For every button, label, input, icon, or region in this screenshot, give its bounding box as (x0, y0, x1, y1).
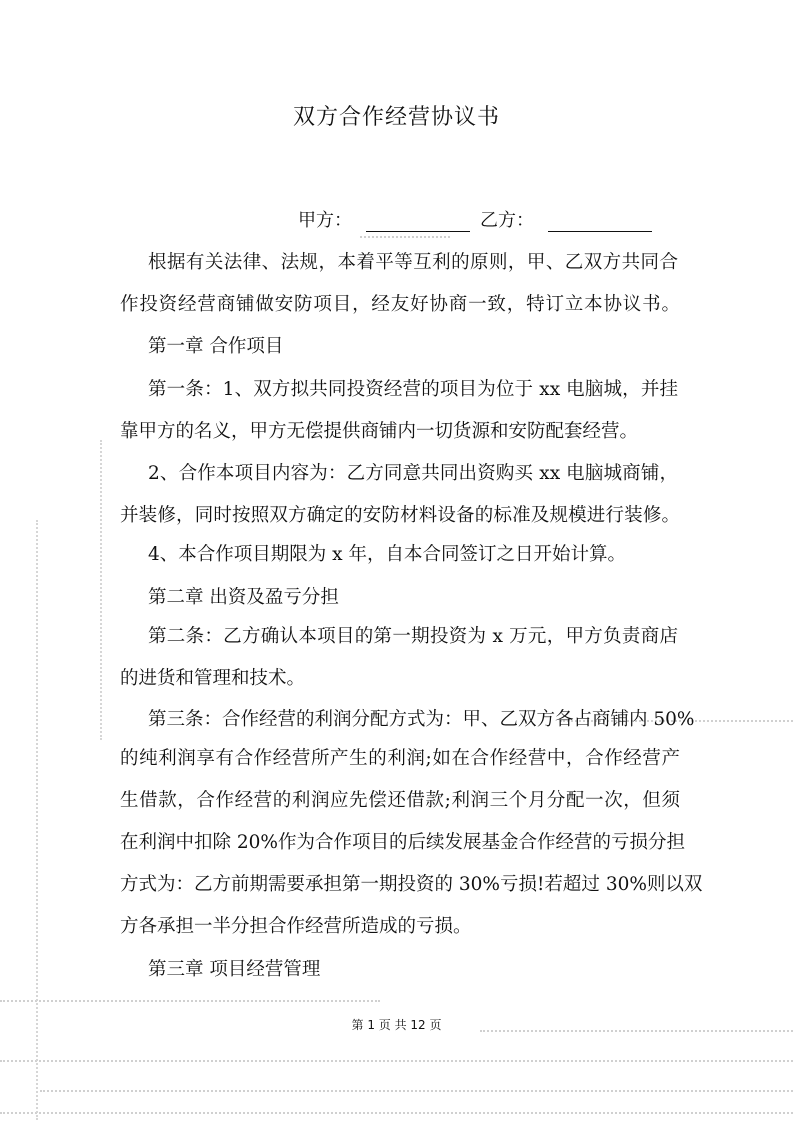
party-signature-line (298, 206, 662, 232)
chapter-heading: 第三章 项目经营管理 (148, 959, 321, 980)
paragraph-line: 方式为：乙方前期需要承担第一期投资的 30%亏损!若超过 30%则以双 (120, 874, 703, 895)
page-number-footer: 第 1 页 共 12 页 (351, 1018, 442, 1032)
party-a-blank (366, 211, 470, 232)
dotted-artifact (0, 1000, 380, 1002)
paragraph-line: 作投资经营商铺做安防项目，经友好协商一致，特订立本协议书。 (120, 294, 680, 315)
dotted-artifact (0, 1112, 793, 1114)
paragraph-line: 的纯利润享有合作经营所产生的利润;如在合作经营中，合作经营产 (120, 748, 680, 769)
paragraph-line: 并装修，同时按照双方确定的安防材料设备的标准及规模进行装修。 (120, 505, 680, 526)
paragraph-line: 第一条：1、双方拟共同投资经营的项目为位于 xx 电脑城，并挂 (148, 379, 678, 400)
paragraph-line: 4、本合作项目期限为 x 年，自本合同签订之日开始计算。 (148, 544, 626, 565)
paragraph-line: 根据有关法律、法规，本着平等互利的原则，甲、乙双方共同合 (148, 252, 678, 273)
party-a-label: 甲方： (298, 210, 352, 231)
paragraph-line: 方各承担一半分担合作经营所造成的亏损。 (120, 916, 472, 937)
paragraph-line: 2、合作本项目内容为：乙方同意共同出资购买 xx 电脑城商铺， (148, 463, 678, 484)
dotted-artifact (100, 440, 102, 740)
paragraph-line: 的进货和管理和技术。 (120, 668, 306, 689)
dotted-artifact (360, 236, 450, 238)
paragraph-line: 靠甲方的名义，甲方无偿提供商铺内一切货源和安防配套经营。 (120, 421, 639, 442)
chapter-heading: 第一章 合作项目 (148, 336, 284, 357)
dotted-artifact (0, 1060, 793, 1062)
party-b-label: 乙方： (480, 210, 534, 231)
paragraph-line: 生借款，合作经营的利润应先偿还借款;利润三个月分配一次，但须 (120, 790, 680, 811)
paragraph-line: 在利润中扣除 20%作为合作项目的后续发展基金合作经营的亏损分担 (120, 832, 686, 853)
paragraph-line: 第二条：乙方确认本项目的第一期投资为 x 万元，甲方负责商店 (148, 626, 678, 647)
dotted-artifact (40, 1090, 793, 1092)
document-title: 双方合作经营协议书 (292, 105, 500, 130)
party-b-blank (548, 211, 652, 232)
chapter-heading: 第二章 出资及盈亏分担 (148, 587, 339, 608)
paragraph-line: 第三条：合作经营的利润分配方式为：甲、乙双方各占商铺内 50% (148, 709, 695, 730)
